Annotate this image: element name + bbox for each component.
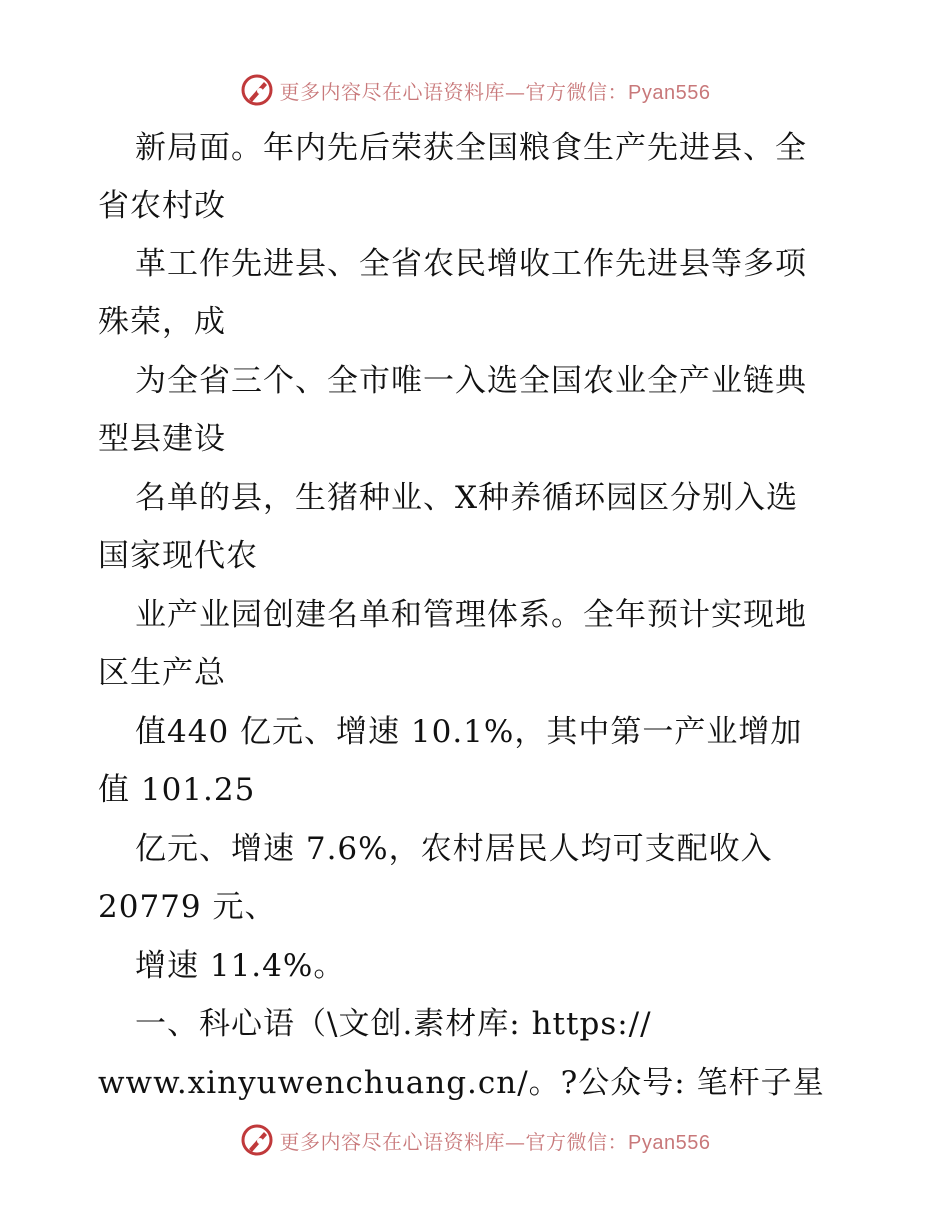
- paragraph-line: 名单的县，生猪种业、X种养循环园区分别入选: [135, 480, 799, 516]
- paragraph-line: 一、科心语（\文创.素材库: https://: [135, 1006, 652, 1042]
- paragraph-line: 省农村改: [98, 188, 226, 224]
- paragraph-line: 国家现代农: [98, 538, 258, 574]
- pen-logo-icon: [240, 1123, 274, 1157]
- paragraph-line: 业产业园创建名单和管理体系。全年预计实现地: [135, 597, 807, 633]
- watermark-text: 更多内容尽在心语资料库—官方微信：Pyan556: [279, 1129, 711, 1154]
- paragraph-line: 值440 亿元、增速 10.1%，其中第一产业增加: [135, 714, 803, 750]
- paragraph-line: 革工作先进县、全省农民增收工作先进县等多项: [135, 246, 807, 282]
- paragraph-line: 增速 11.4%。: [135, 948, 346, 984]
- paragraph-line: 型县建设: [98, 421, 226, 457]
- footer-watermark: [0, 1120, 950, 1160]
- watermark-text: 更多内容尽在心语资料库—官方微信：Pyan556: [279, 79, 711, 104]
- paragraph-line: 值 101.25: [98, 772, 256, 808]
- paragraph-line: 为全省三个、全市唯一入选全国农业全产业链典: [135, 363, 807, 399]
- pen-logo-icon: [240, 73, 274, 107]
- paragraph-line: 殊荣，成: [98, 304, 226, 340]
- paragraph-line: 新局面。年内先后荣获全国粮食生产先进县、全: [135, 130, 807, 166]
- paragraph-line: 亿元、增速 7.6%，农村居民人均可支配收入: [135, 831, 773, 867]
- paragraph-line: 20779 元、: [98, 889, 277, 925]
- paragraph-line: 区生产总: [98, 655, 226, 691]
- header-watermark: [0, 70, 950, 110]
- paragraph-line: www.xinyuwenchuang.cn/。?公众号: 笔杆子星: [98, 1065, 825, 1101]
